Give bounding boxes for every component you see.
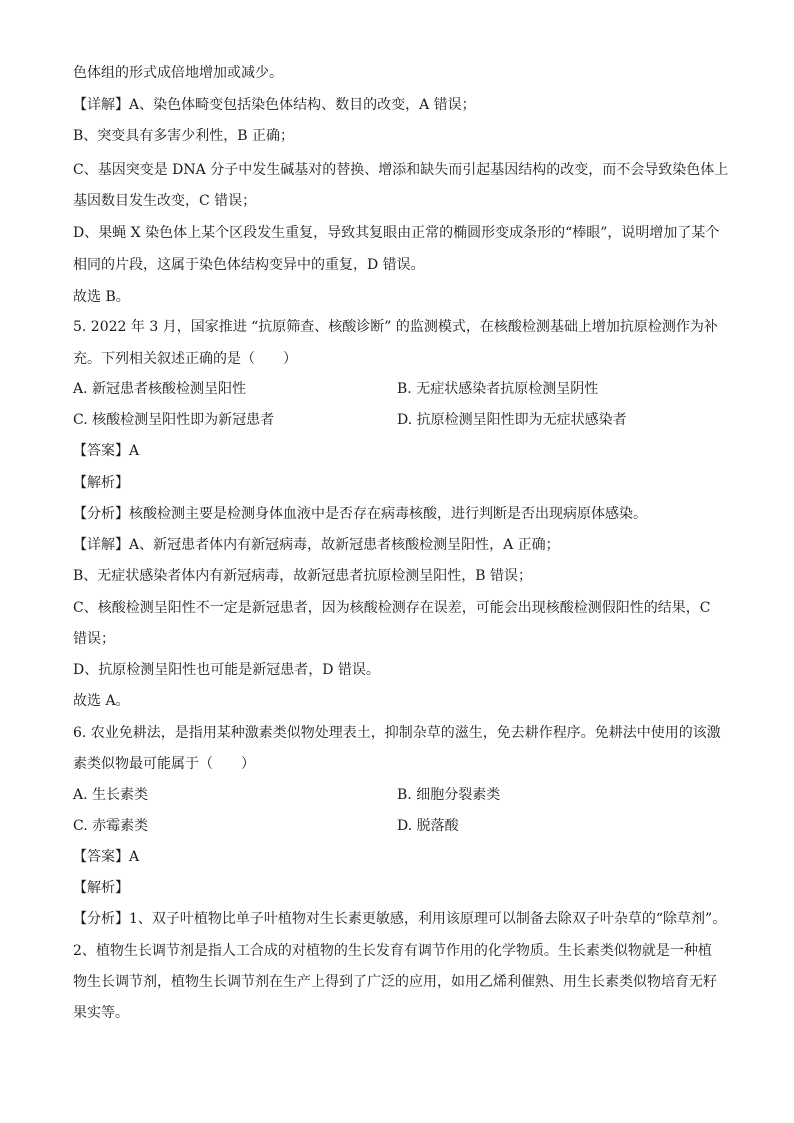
text-line: D、抗原检测呈阳性也可能是新冠患者，D 错误。	[73, 662, 380, 678]
question-5-option-b: B. 无症状感染者抗原检测呈阴性	[397, 381, 599, 397]
answer-label: 【答案】A	[73, 443, 140, 459]
question-6-option-c: C. 赤霉素类	[73, 818, 149, 834]
text-line: 【分析】1、双子叶植物比单子叶植物对生长素更敏感，利用该原理可以制备去除双子叶杂草的“除草剂”。	[73, 911, 727, 927]
text-line: C、基因突变是 DNA 分子中发生碱基对的替换、增添和缺失而引起基因结构的改变，而不会导致染色体上	[73, 162, 729, 178]
question-5-option-a: A. 新冠患者核酸检测呈阳性	[73, 381, 247, 397]
question-5-option-c: C. 核酸检测呈阳性即为新冠患者	[73, 412, 275, 428]
question-6-stem: 6. 农业免耕法，是指用某种激素类似物处理表土，抑制杂草的滋生，免去耕作程序。免耕法中使用的该激	[73, 725, 721, 741]
question-6-option-d: D. 脱落酸	[397, 818, 459, 834]
question-5-stem: 充。下列相关叙述正确的是（ ）	[73, 351, 297, 367]
text-line: 故选 A。	[73, 693, 130, 709]
text-line: 【分析】核酸检测主要是检测身体血液中是否存在病毒核酸，进行判断是否出现病原体感染。	[73, 506, 647, 522]
text-line: 2、植物生长调节剂是指人工合成的对植物的生长发育有调节作用的化学物质。生长素类似物就是一种植	[73, 943, 712, 959]
question-5-option-d: D. 抗原检测呈阳性即为无症状感染者	[397, 412, 627, 428]
text-line: 果实等。	[73, 1005, 129, 1021]
text-line: D、果蝇 X 染色体上某个区段发生重复，导致其复眼由正常的椭圆形变成条形的“棒眼”，说明增加了某个	[73, 225, 720, 241]
text-line: B、突变具有多害少利性，B 正确；	[73, 128, 295, 144]
analysis-label: 【解析】	[73, 475, 129, 491]
question-6-option-b: B. 细胞分裂素类	[397, 787, 501, 803]
text-line: B、无症状感染者体内有新冠病毒，故新冠患者抗原检测呈阳性，B 错误；	[73, 568, 533, 584]
text-line: C、核酸检测呈阳性不一定是新冠患者，因为核酸检测存在误差，可能会出现核酸检测假阳性的结果，C	[73, 600, 711, 616]
analysis-label: 【解析】	[73, 880, 129, 896]
question-6-stem: 素类似物最可能属于（ ）	[73, 756, 255, 772]
text-line: 物生长调节剂，植物生长调节剂在生产上得到了广泛的应用，如用乙烯利催熟、用生长素类似物培育无籽	[73, 974, 717, 990]
question-6-option-a: A. 生长素类	[73, 787, 149, 803]
text-line: 基因数目发生改变，C 错误；	[73, 193, 257, 209]
answer-label: 【答案】A	[73, 849, 140, 865]
text-line: 错误；	[73, 631, 115, 647]
question-5-stem: 5. 2022 年 3 月，国家推进 “抗原筛查、核酸诊断” 的监测模式，在核酸检测基础上增加抗原检测作为补	[73, 319, 718, 335]
text-line: 色体组的形式成倍地增加或减少。	[73, 65, 283, 81]
text-line: 【详解】A、新冠患者体内有新冠病毒，故新冠患者核酸检测呈阳性，A 正确；	[73, 537, 560, 553]
text-line: 故选 B。	[73, 289, 130, 305]
text-line: 【详解】A、染色体畸变包括染色体结构、数目的改变，A 错误；	[73, 97, 476, 113]
text-line: 相同的片段，这属于染色体结构变异中的重复，D 错误。	[73, 257, 425, 273]
